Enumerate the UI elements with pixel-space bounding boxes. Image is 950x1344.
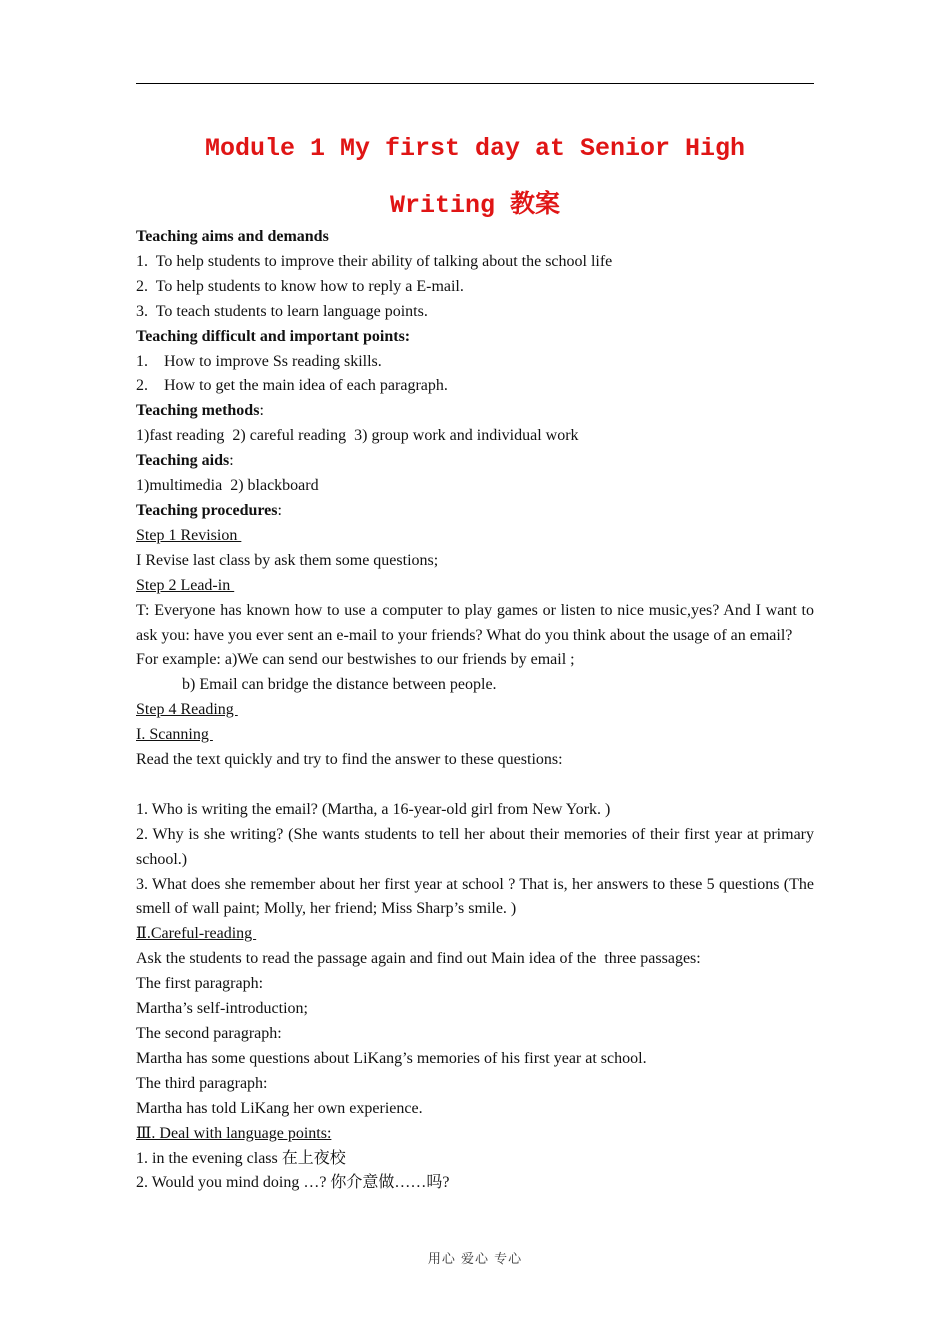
procedures-heading-line bbox=[136, 499, 814, 524]
difficult-point-item: 1. How to improve Ss reading skills. bbox=[136, 352, 382, 370]
language-points-heading: Ⅲ. Deal with language points: bbox=[136, 1124, 332, 1142]
careful-reading-heading: Ⅱ.Careful-reading bbox=[136, 925, 257, 943]
example-a: For example: a)We can send our bestwishes to our friends by email ; bbox=[136, 651, 575, 669]
paragraph-1-label: The first paragraph: bbox=[136, 975, 264, 993]
step2-text: T: Everyone has known how to use a computer to play games or listen to nice music,yes? And I want to ask you: have you ever sent an e-mail to your friends? What do you think about the usage of an email? bbox=[136, 601, 814, 644]
aim-item: 1. To help students to improve their ability of talking about the school life bbox=[136, 252, 613, 270]
methods-heading: Teaching methods bbox=[136, 402, 260, 420]
language-point-2: 2. Would you mind doing …? 你介意做……吗? bbox=[136, 1174, 450, 1192]
procedures-heading: Teaching procedures bbox=[136, 501, 278, 519]
aids-colon: : bbox=[229, 452, 234, 470]
methods-heading-line bbox=[136, 399, 814, 424]
methods-colon: : bbox=[259, 402, 264, 420]
aids-heading-line bbox=[136, 449, 814, 474]
header-rule bbox=[136, 83, 814, 84]
question-3: 3. What does she remember about her first year at school ? That is, her answers to these 5 questions (The smell of wall paint; Molly, her friend; Miss Sharp’s smile. ) bbox=[136, 875, 814, 918]
page-title: Module 1 My first day at Senior High bbox=[204, 134, 746, 163]
example-b: b) Email can bridge the distance between people. bbox=[182, 676, 497, 694]
language-point-1: 1. in the evening class 在上夜校 bbox=[136, 1149, 346, 1167]
blank-line bbox=[136, 773, 814, 798]
methods-text: 1)fast reading 2) careful reading 3) group work and individual work bbox=[136, 427, 579, 445]
paragraph-2-label: The second paragraph: bbox=[136, 1024, 282, 1042]
question-1: 1. Who is writing the email? (Martha, a 16-year-old girl from New York. ) bbox=[136, 800, 611, 818]
aims-heading: Teaching aims and demands bbox=[136, 228, 329, 245]
aim-item: 2. To help students to know how to reply a E-mail. bbox=[136, 277, 464, 295]
question-2: 2. Why is she writing? (She wants students to tell her about their memories of their first year at primary school.) bbox=[136, 825, 814, 868]
step1-text: I Revise last class by ask them some questions; bbox=[136, 551, 439, 569]
aim-item: 3. To teach students to learn language points. bbox=[136, 302, 428, 320]
step2-heading: Step 2 Lead-in bbox=[136, 576, 235, 594]
step4-heading: Step 4 Reading bbox=[136, 701, 238, 719]
page-subtitle: Writing 教案 bbox=[389, 191, 561, 220]
paragraph-3-text: Martha has told LiKang her own experience. bbox=[136, 1099, 423, 1117]
step1-heading: Step 1 Revision bbox=[136, 526, 242, 544]
scanning-text: Read the text quickly and try to find the answer to these questions: bbox=[136, 751, 563, 769]
paragraph-2-text: Martha has some questions about LiKang’s memories of his first year at school. bbox=[136, 1049, 647, 1067]
aids-heading: Teaching aids bbox=[136, 452, 230, 470]
aids-text: 1)multimedia 2) blackboard bbox=[136, 477, 319, 495]
scanning-heading: I. Scanning bbox=[136, 726, 213, 744]
lesson-plan-body bbox=[136, 225, 814, 1196]
page-footer: 用心 爱心 专心 bbox=[427, 1252, 523, 1267]
difficult-point-item: 2. How to get the main idea of each paragraph. bbox=[136, 377, 448, 395]
paragraph-3-label: The third paragraph: bbox=[136, 1074, 268, 1092]
procedures-colon: : bbox=[277, 501, 282, 519]
difficult-points-heading: Teaching difficult and important points: bbox=[136, 327, 411, 345]
careful-reading-text: Ask the students to read the passage again and find out Main idea of the three passages: bbox=[136, 950, 701, 968]
paragraph-1-text: Martha’s self-introduction; bbox=[136, 1000, 308, 1018]
